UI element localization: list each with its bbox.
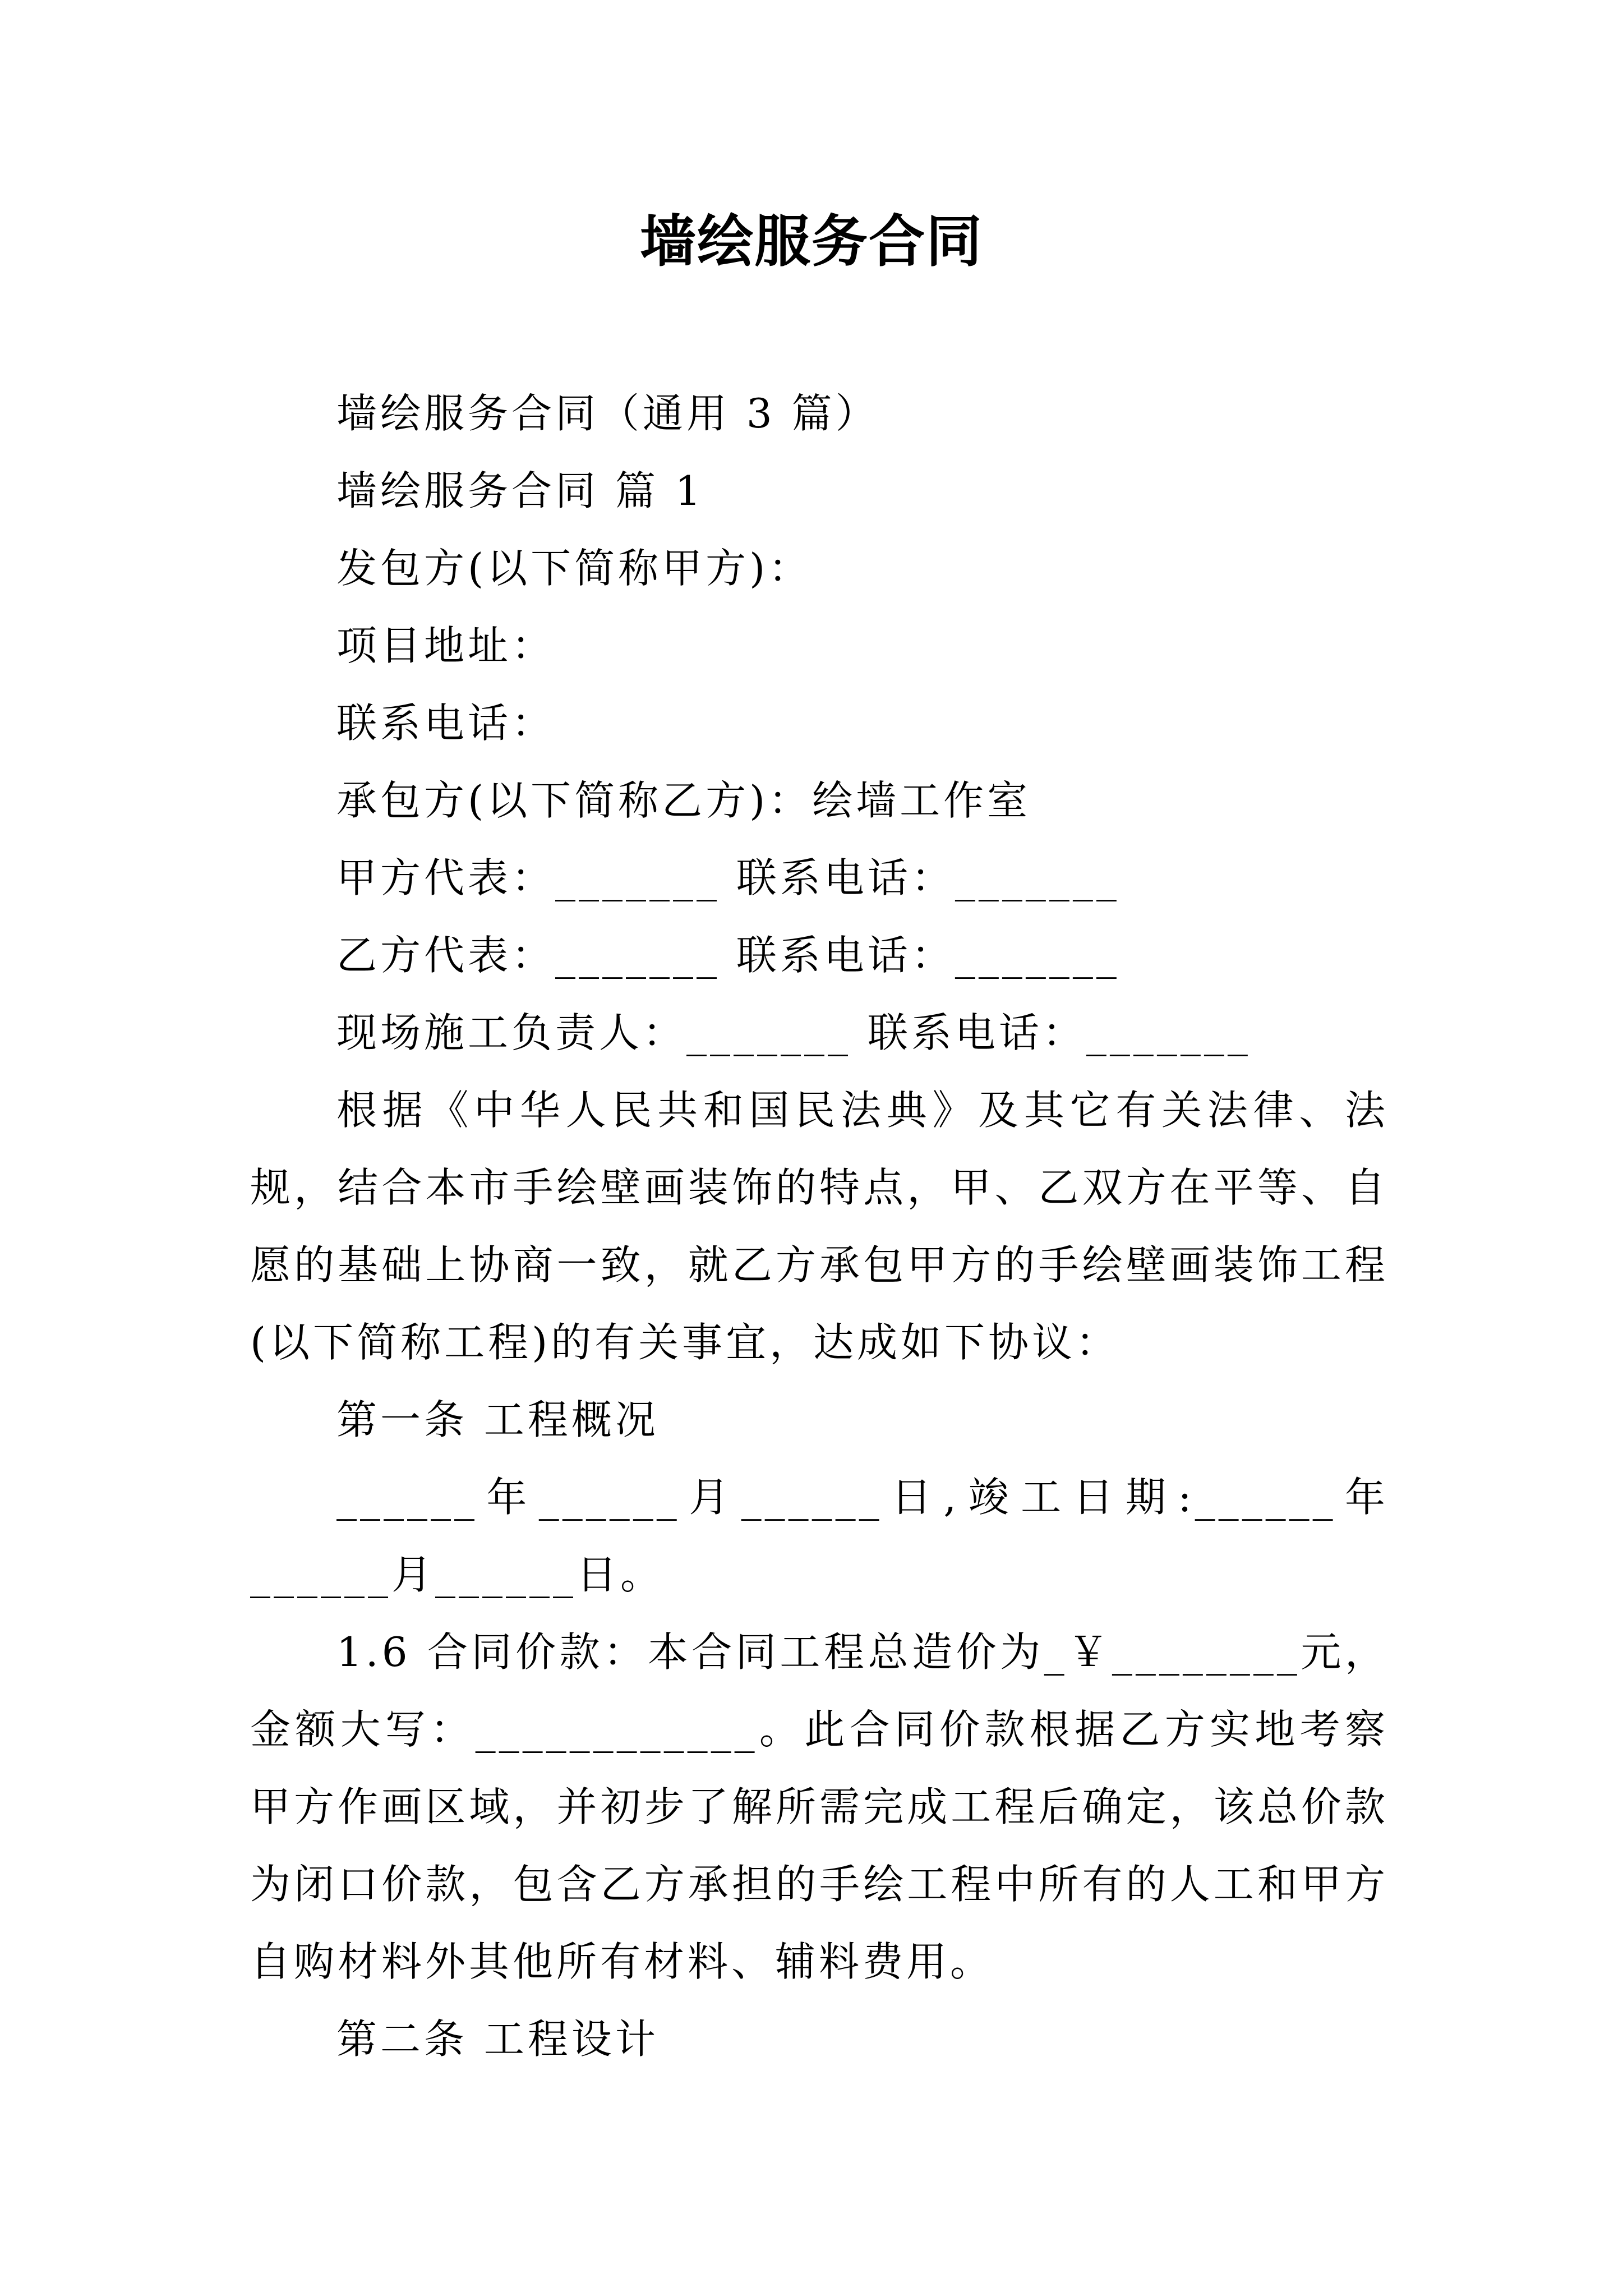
subtitle-line: 墙绘服务合同（通用 3 篇） <box>336 390 879 437</box>
party-b-line: 承包方(以下简称乙方)：绘墙工作室 <box>336 777 1031 824</box>
price-paragraph: 1.6 合同价款：本合同工程总造价为_￥________元，金额大写：____________。此合同价款根据乙方实地考察甲方作画区域，并初步了解所需完成工程后确定，该总价款为闭口价款，包含乙方承担的手绘工程中所有的人工和甲方自购材料外其他所有材料、辅料费用。 <box>250 1628 1389 1985</box>
dates-paragraph: ______年______月______日,竣工日期:______年______月______日。 <box>250 1474 1389 1598</box>
document-title: 墙绘服务合同 <box>640 208 983 274</box>
party-a-line: 发包方(以下简称甲方)： <box>336 545 813 592</box>
site-manager-line: 现场施工负责人：_______ 联系电话：_______ <box>336 1009 1251 1056</box>
article-2-heading: 第二条 工程设计 <box>336 2016 659 2063</box>
party-a-rep-line: 甲方代表：_______ 联系电话：_______ <box>336 854 1120 901</box>
contact-phone-line: 联系电话： <box>336 700 556 747</box>
basis-paragraph: 根据《中华人民共和国民法典》及其它有关法律、法规，结合本市手绘壁画装饰的特点，甲、乙双方在平等、自愿的基础上协商一致，就乙方承包甲方的手绘壁画装饰工程(以下简称工程)的有关事宜，达成如下协议： <box>250 1087 1389 1366</box>
section-heading: 墙绘服务合同 篇 1 <box>336 467 704 514</box>
project-address-line: 项目地址： <box>336 622 556 669</box>
party-b-rep-line: 乙方代表：_______ 联系电话：_______ <box>336 932 1120 979</box>
article-1-heading: 第一条 工程概况 <box>336 1396 659 1443</box>
document-body <box>250 375 1389 2078</box>
